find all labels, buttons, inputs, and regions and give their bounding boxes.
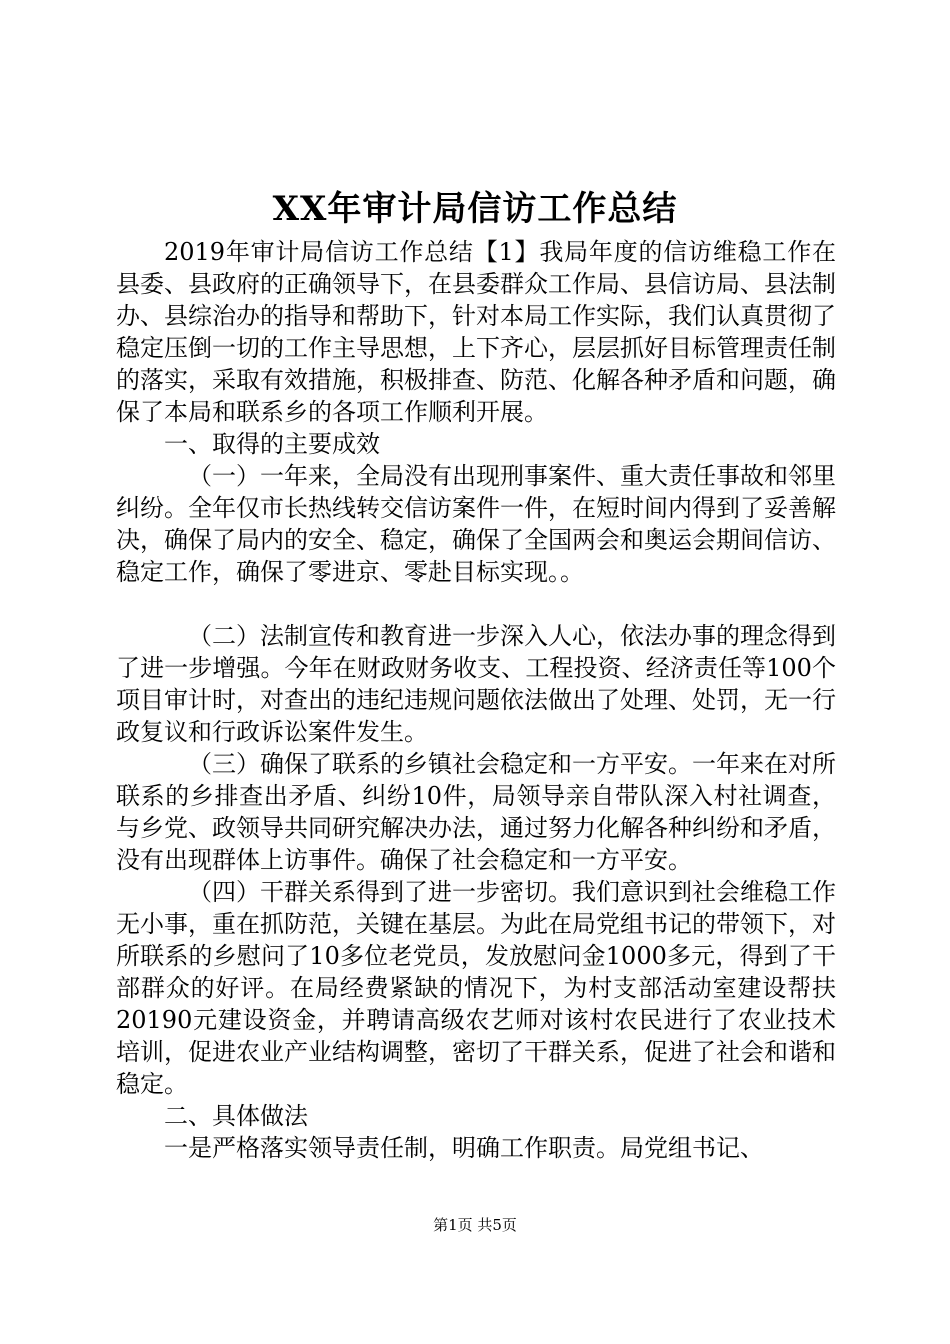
- method-paragraph-1: 一是严格落实领导责任制，明确工作职责。局党组书记、: [164, 1134, 764, 1162]
- achievement-paragraph-1: （一）一年来，全局没有出现刑事案件、重大责任事故和邻里纠纷。全年仅市长热线转交信访案件一件，在短时间内得到了妥善解决，确保了局内的安全、稳定，确保了全国两会和奥运会期间信访、稳定工作，确保了零进京、零赴目标实现。。: [116, 462, 836, 586]
- page-footer: 第1页 共5页: [433, 1216, 517, 1234]
- document-title: XX年审计局信访工作总结: [272, 189, 678, 229]
- intro-paragraph: 2019年审计局信访工作总结【1】我局年度的信访维稳工作在县委、县政府的正确领导下，在县委群众工作局、县信访局、县法制办、县综治办的指导和帮助下，针对本局工作实际，我们认真贯彻了稳定压倒一切的工作主导思想，上下齐心，层层抓好目标管理责任制的落实，采取有效措施，积极排查、防范、化解各种矛盾和问题，确保了本局和联系乡的各项工作顺利开展。: [116, 238, 836, 426]
- achievement-paragraph-4: （四）干群关系得到了进一步密切。我们意识到社会维稳工作无小事，重在抓防范，关键在基层。为此在局党组书记的带领下，对所联系的乡慰问了10多位老党员，发放慰问金1000多元，得到了干部群众的好评。在局经费紧缺的情况下，为村支部活动室建设帮扶20190元建设资金，并聘请高级农艺师对该村农民进行了农业技术培训，促进农业产业结构调整，密切了干群关系，促进了社会和谐和稳定。: [116, 878, 836, 1098]
- achievement-paragraph-3: （三）确保了联系的乡镇社会稳定和一方平安。一年来在对所联系的乡排查出矛盾、纠纷10件，局领导亲自带队深入村社调查，与乡党、政领导共同研究解决办法，通过努力化解各种纠纷和矛盾，没有出现群体上访事件。确保了社会稳定和一方平安。: [116, 750, 836, 874]
- achievement-paragraph-2: （二）法制宣传和教育进一步深入人心，依法办事的理念得到了进一步增强。今年在财政财务收支、工程投资、经济责任等100个项目审计时，对查出的违纪违规问题依法做出了处理、处罚，无一行政复议和行政诉讼案件发生。: [116, 622, 836, 746]
- blank-line: [116, 588, 836, 620]
- document-body: [116, 236, 836, 1164]
- section-heading-methods: 二、具体做法: [164, 1102, 308, 1130]
- section-heading-achievements: 一、取得的主要成效: [164, 430, 380, 458]
